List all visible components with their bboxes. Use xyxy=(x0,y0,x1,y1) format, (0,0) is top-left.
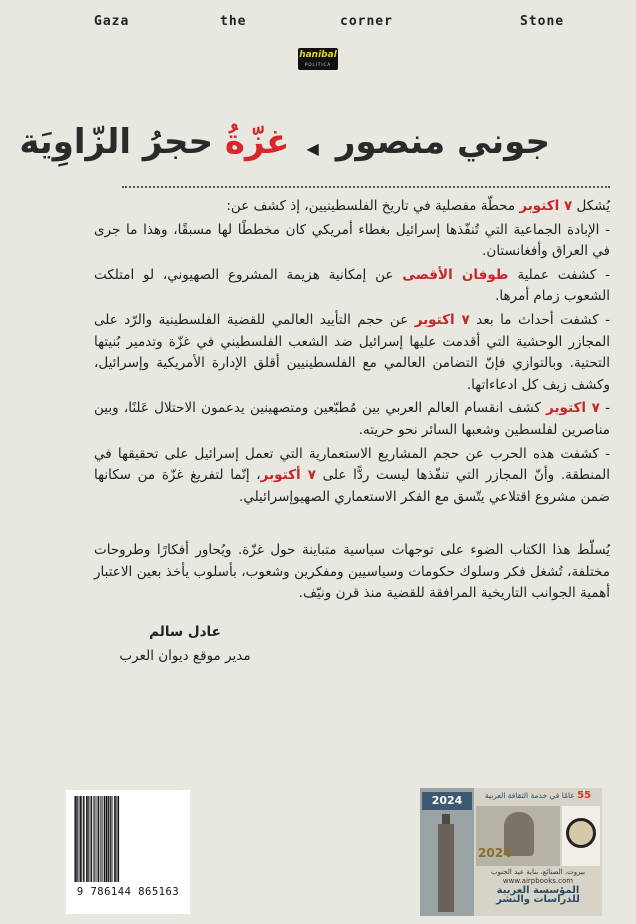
highlight: ٧ اكتوبر xyxy=(414,311,470,328)
blurb-text xyxy=(94,196,610,510)
separator-arrow-icon: ◀ xyxy=(306,139,319,158)
book-title-red: غزّةُ xyxy=(224,122,290,162)
publisher-logo-sub: POLITICA xyxy=(304,62,332,67)
promo-header: 55 عامًا في خدمة الثقافة العربية xyxy=(484,790,592,801)
promo-publisher: المؤسسة العربية للدراسات والنشر xyxy=(496,885,580,905)
barcode-bar xyxy=(113,796,114,882)
signature-name: عادل سالم xyxy=(149,624,221,640)
author-name: جوني منصور xyxy=(335,122,550,162)
barcode-bar xyxy=(98,796,100,882)
blurb-item: - كشفت عملية طوفان الأقصى عن إمكانية هزيمة المشروع الصهيوني، لو امتلكت الشعوب زمام أمرها. xyxy=(94,266,611,305)
blurb-item: - الإبادة الجماعية التي تُنفّذها إسرائيل بغطاء أمريكي كان مخططًا لها مسبقًا، وهذا ما جرى في العراق وأفغانستان. xyxy=(94,221,610,260)
series-word-4: Stone xyxy=(520,14,565,29)
dotted-divider xyxy=(122,186,610,188)
highlight: ٧ اكتوبر xyxy=(546,400,600,417)
clock-tower-shape xyxy=(438,824,454,912)
barcode-bar xyxy=(74,796,75,882)
promo-address: بيروت، الصنائع، بناية عيد الجنوب xyxy=(490,868,586,876)
barcode-bar xyxy=(80,796,82,882)
series-word-1: Gaza xyxy=(94,14,130,29)
publisher-logo xyxy=(298,48,338,70)
stamp-image xyxy=(420,788,474,916)
book-title-row xyxy=(19,122,550,182)
barcode-bar xyxy=(91,796,92,882)
emblem-ring-icon xyxy=(566,818,596,848)
publisher-promo-panel xyxy=(420,788,602,916)
barcode-bar xyxy=(86,796,88,882)
highlight: ٧ اكتوبر xyxy=(519,198,573,214)
barcode-bar xyxy=(100,796,101,882)
barcode-bar xyxy=(79,796,80,882)
series-title-line xyxy=(0,6,636,36)
blurb-item: - ٧ اكتوبر كشف انقسام العالم العربي بين مُطبّعين ومتصهينين يدعمون الاحتلال عَلنًا، وبين مناصرين لفلسطين وشعبها السائر نحو حريته. xyxy=(94,400,610,438)
closing-paragraph: يُسلّط هذا الكتاب الضوء على توجهات سياسية متباينة حول غزّة. ويُحاور أفكارًا وطروحات مختلفة، تُشغل فكر وسلوك حكومات وسياسيين ومفكرين وشعوب، بأسلوب يأخذ بعين الاعتبار أهمية الجوانب التاريخية المرافقة للقضية منذ قرن ونيّف. xyxy=(94,542,610,602)
blurb-item: - كشفت أحداث ما بعد ٧ اكتوبر عن حجم التأييد العالمي للقضية الفلسطينية والرّد على المجازر الوحشية التي أقدمت عليها إسرائيل ضد الشعب الفلسطيني في غزّة وتدمير بُنيتها التحتية. وبالتوازي فإنّ التضامن العالمي مع الفلسطينيين أقلق الإدارة الأمريكية وإسرائيل، وكشف زيف كل ادعاءاتها. xyxy=(94,311,611,393)
barcode-bar xyxy=(108,796,109,882)
barcode-bar xyxy=(114,796,116,882)
promo-photo xyxy=(476,806,560,866)
promo-web: www.airpbooks.com xyxy=(502,877,574,885)
promo-year: 2024 xyxy=(478,846,512,860)
publisher-emblem xyxy=(562,806,600,866)
blurb-item: - كشفت هذه الحرب عن حجم المشاريع الاستعمارية التي تعمل إسرائيل على تحقيقها في المنطقة. وأنّ المجازر التي تنفّذها ليست ردًّا على ٧ أكتوبر، إنّما لتفريغ غزّة من سكانها ضمن مشروع اقتلاعي يتّسق مع الفكر الاستعماري الصهيوإسرائيلي. xyxy=(94,445,610,505)
barcode-bar xyxy=(106,796,108,882)
signature-role: مدير موقع ديوان العرب xyxy=(119,648,251,664)
barcode-bar xyxy=(83,796,84,882)
publisher-logo-name: hanibal xyxy=(299,50,337,60)
barcode-bar xyxy=(97,796,98,882)
barcode-bar xyxy=(84,796,85,882)
barcode-bar xyxy=(102,796,103,882)
isbn-barcode xyxy=(66,790,190,914)
barcode-bar xyxy=(94,796,95,882)
anniversary-number: 55 xyxy=(577,790,592,801)
stamp-year: 2024 xyxy=(422,792,472,810)
barcode-bar xyxy=(93,796,94,882)
barcode-bar xyxy=(116,796,117,882)
isbn-number: 9 786144 865163 xyxy=(76,886,180,898)
highlight: طوفان الأقصى xyxy=(402,266,509,283)
barcode-bar xyxy=(90,796,91,882)
barcode-bar xyxy=(111,796,112,882)
barcode-bar xyxy=(104,796,106,882)
barcode-bar xyxy=(88,796,89,882)
book-title xyxy=(19,122,289,162)
barcode-bar xyxy=(75,796,77,882)
series-word-3: corner xyxy=(340,14,393,29)
promo-address-block xyxy=(476,868,600,914)
barcode-bar xyxy=(117,796,119,882)
highlight: ٧ أكتوبر xyxy=(260,467,316,484)
barcode-bar xyxy=(77,796,78,882)
series-word-2: the xyxy=(220,14,247,29)
blurb-intro: يُشكل ٧ اكتوبر محطّة مفصلية في تاريخ الفلسطينيين، إذ كشف عن: xyxy=(226,198,610,214)
barcode-bars xyxy=(72,796,184,882)
book-title-rest: حجرُ الزّاوِيَة xyxy=(19,122,225,162)
barcode-bar xyxy=(110,796,111,882)
